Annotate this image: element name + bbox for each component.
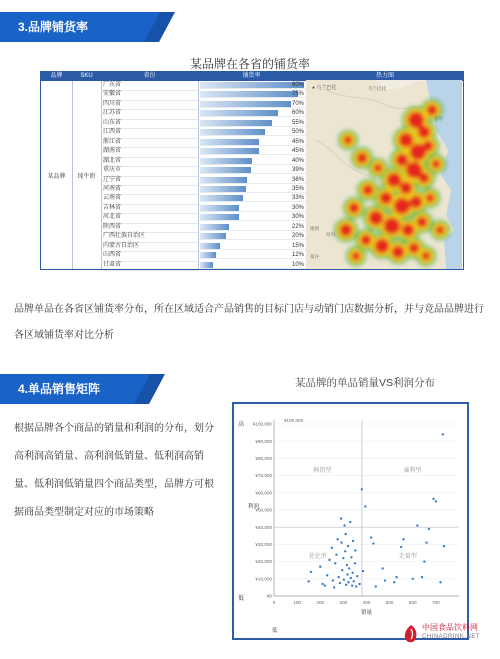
- rate-bar: [200, 252, 216, 258]
- rate-value: 45%: [291, 138, 304, 145]
- scatter-point: [425, 541, 427, 543]
- x-tick-label: 300: [339, 600, 348, 605]
- scatter-point: [351, 584, 353, 586]
- scatter-point: [372, 542, 374, 544]
- paragraph-distribution: 品牌单品在各省区铺货率分布，所在区域适合产品销售的目标门店与动销门店数据分析，并与竞品品牌进行各区域铺货率对比分析: [14, 304, 484, 341]
- x-axis-low-label: 低: [272, 628, 278, 634]
- rate-cell: [200, 252, 306, 259]
- y-tick-label: ¥0: [266, 593, 272, 599]
- scatter-point: [402, 538, 404, 540]
- y-tick-label: ¥50,000: [255, 507, 272, 513]
- scatter-point: [332, 579, 334, 581]
- scatter-point: [340, 517, 342, 519]
- heat-blob-core: [352, 252, 361, 261]
- rate-bar: [200, 243, 220, 249]
- rate-cell: [200, 262, 306, 269]
- scatter-point: [442, 433, 444, 435]
- table-row: [101, 194, 308, 203]
- province-label: 吉林省: [103, 204, 122, 211]
- scatter-point: [333, 586, 335, 588]
- map-legend: ● 乌兰巴托: [312, 85, 337, 91]
- rate-cell: [200, 158, 306, 165]
- rate-cell: [200, 205, 306, 212]
- rate-bar: [200, 224, 229, 230]
- scatter-point: [354, 562, 356, 564]
- heat-blob-core: [363, 185, 374, 196]
- rate-value: 30%: [291, 204, 304, 211]
- y-tick-label: ¥70,000: [255, 473, 272, 479]
- rate-value: 35%: [291, 185, 304, 192]
- rate-bar: [200, 101, 291, 107]
- scatter-point: [361, 488, 363, 490]
- heat-blob-core: [417, 217, 428, 228]
- rate-bar: [200, 186, 246, 192]
- scatter-point: [350, 556, 352, 558]
- scatter-point: [331, 547, 333, 549]
- section-3-banner: [0, 12, 175, 42]
- quadrant-label-top-right: 暴利型: [403, 468, 422, 475]
- province-label: 四川省: [103, 100, 122, 107]
- province-label: 辽宁省: [103, 176, 122, 183]
- x-tick-label: 600: [408, 600, 417, 605]
- map-city-label: 河内: [326, 232, 335, 237]
- scatter-point: [381, 567, 383, 569]
- section-3-title: 3.品牌铺货率: [18, 20, 89, 34]
- table-row: [101, 185, 308, 194]
- sku-cell: 纯牛奶: [77, 174, 96, 180]
- rate-value: 39%: [291, 167, 304, 174]
- scatter-point: [307, 580, 309, 582]
- heat-blob-core: [344, 136, 353, 145]
- scatter-point: [351, 572, 353, 574]
- scatter-point: [421, 576, 423, 578]
- scatter-point: [412, 578, 414, 580]
- rate-cell: [200, 101, 306, 108]
- scatter-point: [439, 581, 441, 583]
- row-divider: [101, 270, 198, 271]
- rate-value: 22%: [291, 223, 304, 230]
- header-province: 省份: [143, 73, 156, 79]
- scatter-point: [400, 546, 402, 548]
- scatter-point: [416, 524, 418, 526]
- rate-cell: [200, 148, 306, 155]
- scatter-point: [428, 528, 430, 530]
- table-row: [101, 232, 308, 241]
- heat-blob-core: [426, 194, 435, 203]
- paragraph-matrix: 根据品牌各个商品的销量和利润的分布，划分高利润高销量、高利润低销量、低利润高销量、低利润低销量四个商品类型，品牌方可根据商品类型制定对应的市场策略: [14, 423, 214, 518]
- chart1-title: 某品牌在各省的铺货率: [189, 57, 310, 71]
- scatter-point: [336, 538, 338, 540]
- rate-cell: [200, 214, 306, 221]
- axis-low-label: 低: [238, 596, 245, 602]
- province-label: 重庆市: [103, 167, 122, 174]
- scatter-point: [370, 536, 372, 538]
- rate-cell: [200, 82, 306, 89]
- province-label: 湖北省: [103, 157, 122, 164]
- x-tick-label: 700: [432, 600, 440, 605]
- rate-value: 75%: [291, 91, 304, 98]
- rate-bar: [200, 139, 259, 145]
- x-axis-label: 销量: [360, 610, 373, 616]
- scatter-point: [432, 498, 434, 500]
- heat-blob-core: [387, 173, 402, 188]
- rate-value: 33%: [291, 195, 304, 202]
- scatter-point: [356, 575, 358, 577]
- province-label: 安徽省: [103, 91, 122, 98]
- table-row: [101, 90, 308, 99]
- scatter-chart: [234, 404, 467, 638]
- scatter-point: [319, 566, 321, 568]
- y-tick-label: ¥100,000: [252, 421, 272, 427]
- rate-bar: [200, 214, 239, 220]
- rate-cell: [200, 177, 306, 184]
- rate-bar: [200, 205, 239, 211]
- scatter-point: [326, 574, 328, 576]
- heat-blob-core: [423, 141, 434, 152]
- scatter-point: [344, 533, 346, 535]
- province-label: 河北省: [103, 214, 122, 221]
- x-tick-label: 100: [293, 600, 301, 605]
- rate-bar: [200, 129, 265, 135]
- rate-bar: [200, 82, 304, 88]
- y-tick-label: ¥30,000: [255, 542, 272, 547]
- table-row: [101, 147, 308, 156]
- y-tick-label: ¥40,000: [255, 524, 272, 530]
- scatter-point: [362, 570, 364, 572]
- table-row: [101, 213, 308, 222]
- province-label: 内蒙古自治区: [103, 242, 140, 249]
- rate-value: 12%: [291, 252, 304, 259]
- province-label: 广西壮族自治区: [103, 233, 146, 240]
- scatter-point: [423, 560, 425, 562]
- scatter-point: [393, 581, 395, 583]
- rate-cell: [200, 139, 306, 146]
- rate-cell: [200, 167, 306, 174]
- scatter-point: [443, 545, 445, 547]
- brand-cell: 某品牌: [47, 174, 66, 180]
- rate-bar: [200, 91, 298, 97]
- scatter-point: [345, 584, 347, 586]
- table-row: [101, 204, 308, 213]
- heat-blob-core: [374, 164, 383, 173]
- scatter-point: [353, 580, 355, 582]
- header-rate: 铺货率: [242, 73, 261, 79]
- map-city-label: 首尔: [434, 116, 443, 121]
- section-4-title: 4.单品销售矩阵: [18, 382, 101, 396]
- province-label: 浙江省: [103, 138, 122, 145]
- rate-bar: [200, 233, 226, 239]
- table-row: [101, 242, 308, 251]
- table-row: [101, 166, 308, 175]
- heat-blob-core: [418, 126, 431, 139]
- rate-value: 36%: [291, 176, 304, 183]
- rate-cell: [200, 195, 306, 202]
- rate-cell: [200, 110, 306, 117]
- rate-bar: [200, 148, 259, 154]
- y-tick-label: ¥80,000: [255, 456, 272, 461]
- scatter-point: [338, 576, 340, 578]
- heat-blob-core: [349, 203, 360, 214]
- header-brand: 品牌: [50, 73, 63, 79]
- y-top-label: ¥100,000: [284, 418, 304, 423]
- scatter-point: [346, 564, 348, 566]
- heat-blob-core: [410, 196, 423, 209]
- scatter-point: [346, 573, 348, 575]
- y-tick-label: ¥90,000: [255, 438, 272, 444]
- heat-blob-core: [384, 218, 401, 235]
- heat-blob-core: [419, 173, 430, 184]
- rate-value: 40%: [291, 157, 304, 164]
- heat-blob-core: [340, 224, 353, 237]
- heat-blob-core: [400, 182, 413, 195]
- y-tick-label: ¥60,000: [255, 490, 272, 496]
- rate-bar: [200, 110, 278, 116]
- rate-cell: [200, 233, 306, 240]
- heatmap-svg: [306, 80, 462, 269]
- scatter-point: [347, 581, 349, 583]
- table-row: [101, 109, 308, 118]
- heat-blob-core: [399, 133, 414, 148]
- watermark: [400, 622, 498, 652]
- heat-blob-core: [396, 154, 409, 167]
- table-row: [101, 128, 308, 137]
- y-tick-label: ¥10,000: [255, 576, 272, 582]
- table-row: [101, 81, 308, 90]
- map-city-label: 曼谷: [310, 254, 319, 259]
- scatter-point: [355, 585, 357, 587]
- scatter-point: [384, 579, 386, 581]
- heat-blob-core: [402, 224, 415, 237]
- rate-value: 55%: [291, 119, 304, 126]
- table-row: [101, 261, 308, 270]
- heat-blob-core: [432, 160, 441, 169]
- x-tick-label: 400: [362, 600, 371, 605]
- rate-value: 80%: [291, 82, 304, 88]
- scatter-point: [335, 554, 337, 556]
- header-heatmap: 热力图: [375, 73, 394, 79]
- section-4-banner: [0, 374, 165, 404]
- scatter-point: [324, 584, 326, 586]
- watermark-logo: [402, 624, 420, 644]
- x-tick-label: 0: [272, 600, 276, 605]
- province-label: 广东省: [103, 82, 122, 88]
- table-row: [101, 176, 308, 185]
- scatter-point: [435, 500, 437, 502]
- rate-cell: [200, 186, 306, 193]
- scatter-point: [352, 540, 354, 542]
- axis-high-label: 高: [238, 422, 245, 428]
- heat-blob-core: [427, 105, 438, 116]
- quadrant-label-bottom-left: 优化型: [308, 554, 327, 561]
- heat-blob-core: [380, 192, 393, 205]
- table-row: [101, 119, 308, 128]
- heat-blob-core: [422, 252, 431, 261]
- rate-value: 70%: [291, 100, 304, 107]
- province-label: 山西省: [103, 252, 122, 259]
- scatter-title: 某品牌的单品销量VS利润分布: [294, 377, 435, 389]
- quadrant-label-top-left: 畅销型: [313, 468, 332, 475]
- scatter-point: [339, 582, 341, 584]
- heat-blob-core: [357, 153, 368, 164]
- scatter-point: [349, 521, 351, 523]
- scatter-point: [343, 578, 345, 580]
- scatter-point: [364, 505, 366, 507]
- watermark-text: 中国食品饮料网: [422, 623, 478, 632]
- province-label: 江西省: [103, 129, 122, 136]
- province-label: 云南省: [103, 195, 122, 202]
- rate-bar: [200, 195, 243, 201]
- scatter-point: [358, 583, 360, 585]
- rate-bar: [200, 158, 252, 164]
- watermark-url: CHINADRINK.NET: [422, 634, 481, 640]
- heatmap-panel: [306, 80, 462, 269]
- rate-value: 10%: [291, 261, 304, 268]
- quadrant-label-bottom-right: 走量型: [398, 554, 417, 561]
- province-label: 陕西省: [103, 223, 122, 230]
- rate-cell: [200, 129, 306, 136]
- scatter-point: [354, 549, 356, 551]
- table-row: [101, 223, 308, 232]
- rate-cell: [200, 91, 306, 98]
- header-sku: SKU: [80, 73, 93, 79]
- province-label: 河南省: [103, 185, 122, 192]
- rate-cell: [200, 120, 306, 127]
- heat-blob-core: [394, 198, 411, 215]
- scatter-point: [334, 562, 336, 564]
- province-label: 湖南省: [103, 148, 122, 155]
- x-tick-label: 200: [316, 600, 325, 605]
- rate-bar: [200, 177, 247, 183]
- rate-value: 45%: [291, 148, 304, 155]
- table-row: [101, 138, 308, 147]
- scatter-point: [395, 576, 397, 578]
- x-tick-label: 500: [385, 600, 394, 605]
- heat-blob-core: [369, 211, 384, 226]
- province-label: 江苏省: [103, 110, 122, 117]
- scatter-point: [348, 567, 350, 569]
- scatter-point: [343, 524, 345, 526]
- scatter-chart-frame: [232, 402, 469, 640]
- table-row: [101, 100, 308, 109]
- scatter-point: [375, 585, 377, 587]
- rate-value: 20%: [291, 233, 304, 240]
- scatter-point: [340, 541, 342, 543]
- rate-bar: [200, 120, 272, 126]
- heat-blob-core: [375, 239, 390, 254]
- table-row: [101, 157, 308, 166]
- map-city-label: 乌兰巴托: [368, 86, 386, 91]
- heat-blob-core: [361, 235, 372, 246]
- scatter-point: [321, 583, 323, 585]
- rate-bar: [200, 167, 251, 173]
- heat-blob-core: [392, 246, 405, 259]
- scatter-point: [342, 557, 344, 559]
- scatter-point: [347, 545, 349, 547]
- map-label: 地图: [310, 226, 319, 231]
- y-tick-label: ¥20,000: [255, 559, 272, 565]
- rate-value: 15%: [291, 242, 304, 249]
- table-row: [101, 251, 308, 260]
- y-axis-label: 利润: [248, 504, 260, 510]
- province-label: 甘肃省: [103, 261, 122, 268]
- heat-blob-core: [409, 243, 420, 254]
- scatter-point: [344, 550, 346, 552]
- scatter-point: [341, 569, 343, 571]
- scatter-point: [350, 577, 352, 579]
- scatter-point: [328, 559, 330, 561]
- rate-bar: [200, 262, 213, 268]
- rate-value: 60%: [291, 110, 304, 117]
- rate-value: 50%: [291, 129, 304, 136]
- rate-cell: [200, 243, 306, 250]
- rate-cell: [200, 224, 306, 231]
- rate-value: 30%: [291, 214, 304, 221]
- scatter-point: [310, 571, 312, 573]
- province-label: 山东省: [103, 119, 122, 126]
- heat-blob-core: [436, 226, 445, 235]
